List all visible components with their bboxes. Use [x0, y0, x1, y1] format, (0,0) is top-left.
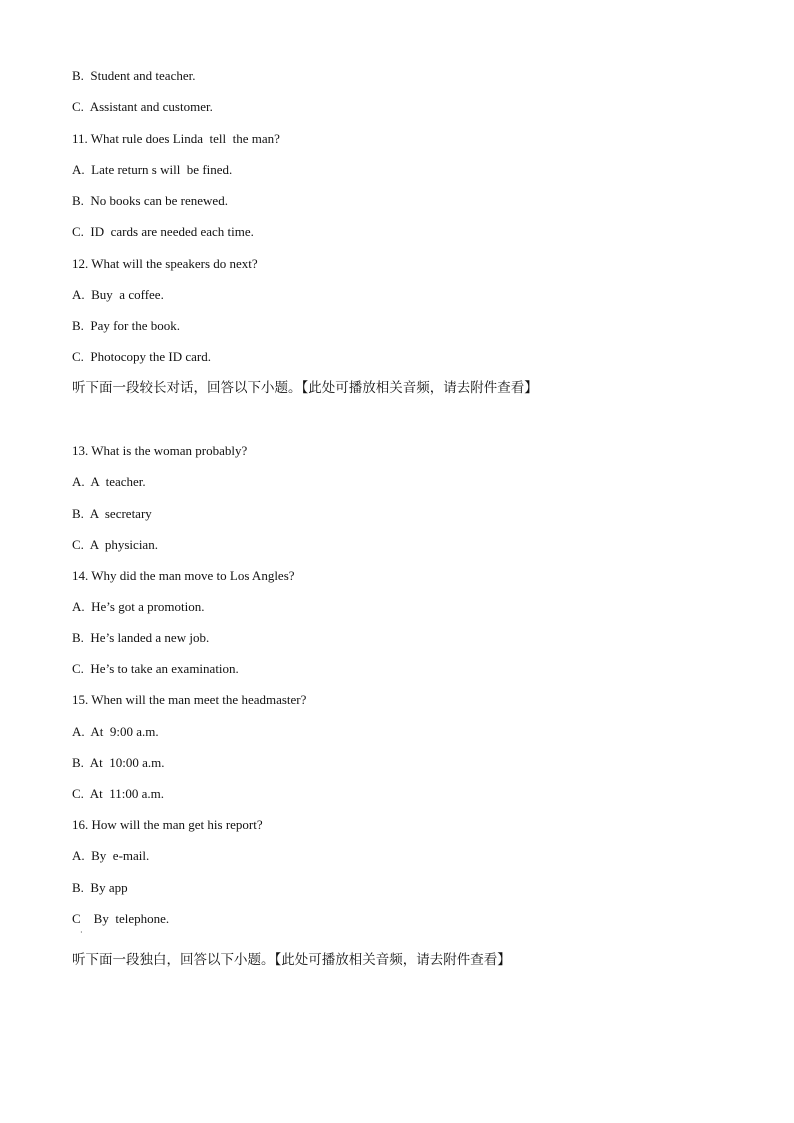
- option-10c: C. Assistant and customer.: [72, 99, 213, 114]
- option-14c: C. He’s to take an examination.: [72, 661, 239, 676]
- option-13b: B. A secretary: [72, 506, 152, 521]
- option-15a: A. At 9:00 a.m.: [72, 724, 159, 739]
- section-instruction-dialogue: 听下面一段较长对话，回答以下小题。【此处可播放相关音频，请去附件查看】: [72, 380, 538, 396]
- option-16b: B. By app: [72, 880, 128, 895]
- stray-dot-mark: ·: [80, 928, 83, 937]
- question-15: 15. When will the man meet the headmaster?: [72, 692, 307, 707]
- question-14: 14. Why did the man move to Los Angles?: [72, 568, 295, 583]
- option-11c: C. ID cards are needed each time.: [72, 224, 254, 239]
- option-14b: B. He’s landed a new job.: [72, 630, 210, 645]
- option-11b: B. No books can be renewed.: [72, 193, 228, 208]
- question-11: 11. What rule does Linda tell the man?: [72, 131, 280, 146]
- option-16c: C By telephone.: [72, 911, 170, 926]
- option-12b: B. Pay for the book.: [72, 318, 180, 333]
- option-16a: A. By e-mail.: [72, 848, 150, 863]
- option-15b: B. At 10:00 a.m.: [72, 755, 165, 770]
- option-11a: A. Late return s will be fined.: [72, 162, 233, 177]
- option-13c: C. A physician.: [72, 537, 158, 552]
- option-12c: C. Photocopy the ID card.: [72, 349, 212, 364]
- option-13a: A. A teacher.: [72, 474, 146, 489]
- option-15c: C. At 11:00 a.m.: [72, 786, 164, 801]
- question-16: 16. How will the man get his report?: [72, 817, 263, 832]
- question-13: 13. What is the woman probably?: [72, 443, 248, 458]
- question-12: 12. What will the speakers do next?: [72, 256, 258, 271]
- option-14a: A. He’s got a promotion.: [72, 599, 205, 614]
- option-10b: B. Student and teacher.: [72, 68, 196, 83]
- section-instruction-monologue: 听下面一段独白，回答以下小题。【此处可播放相关音频，请去附件查看】: [72, 952, 511, 968]
- option-12a: A. Buy a coffee.: [72, 287, 164, 302]
